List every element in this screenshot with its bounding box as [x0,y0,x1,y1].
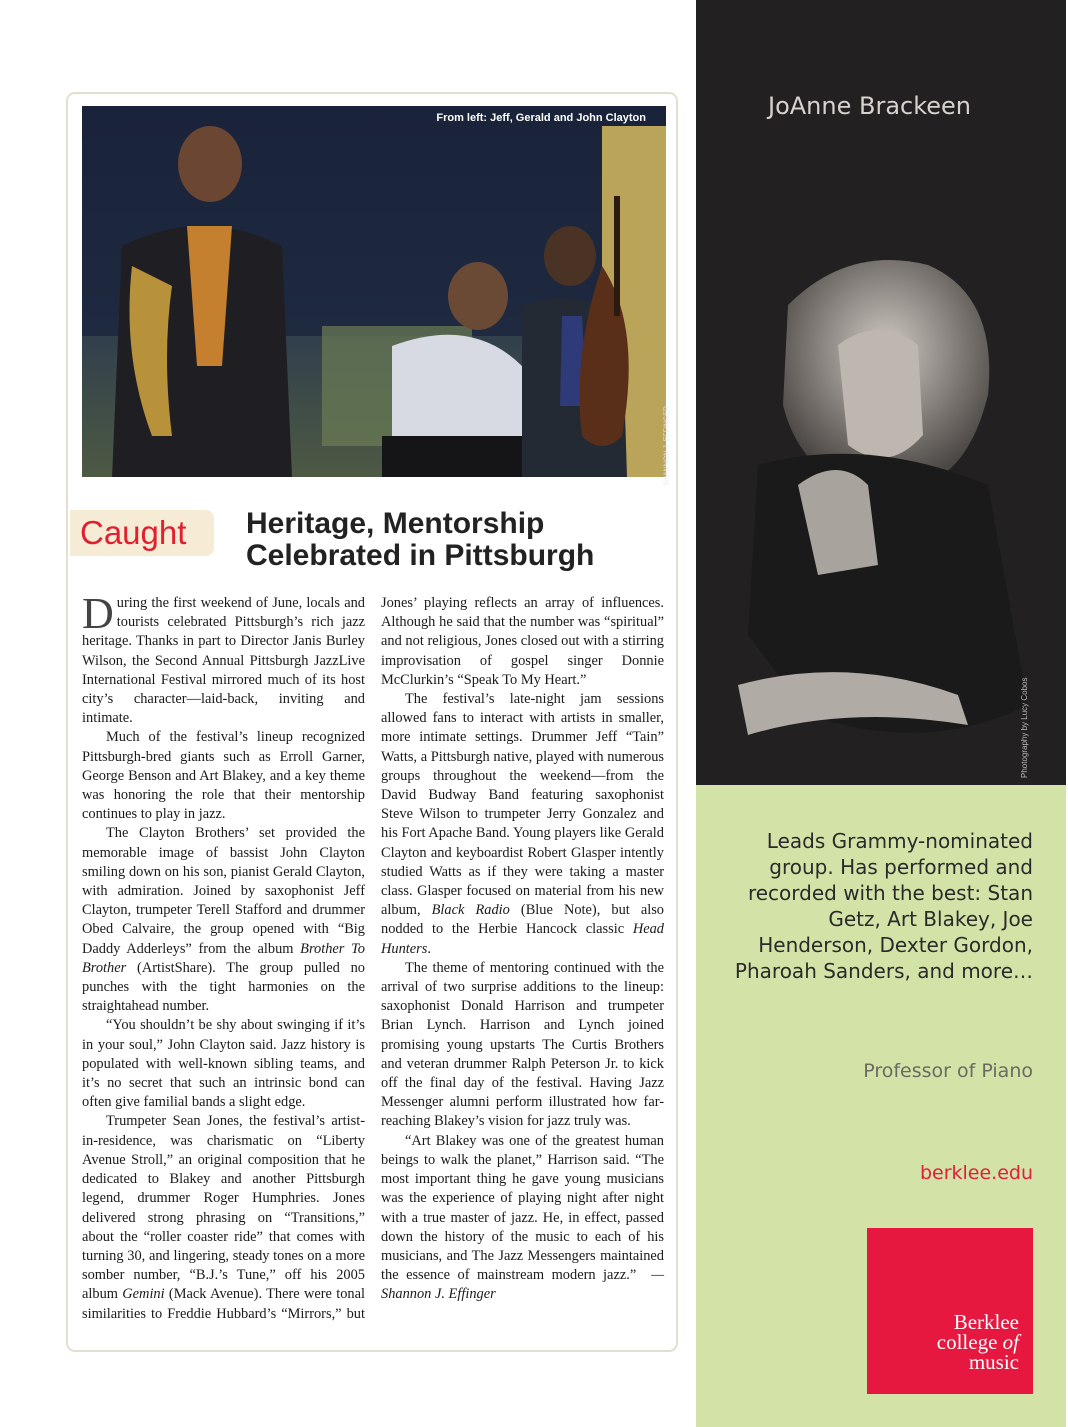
logo-line-1: Berklee [953,1310,1019,1334]
paragraph-8: “Art Blakey was one of the greatest human beings to walk the planet,” Harrison said. “The most important thing he gave young musicians was the experience of playing night after night with a true master of jazz. He, in effect, passed down the history of the music to each of his musicians, and The Jazz Messengers maintained the essence of mainstream modern jazz.” —Shannon J. Effinger [381,1132,664,1303]
artist-portrait [728,235,1068,785]
paragraph-5: Trumpeter Sean Jones, the festival’s artist-in-residence, was charismatic on “Liberty Avenue Stroll,” an original composition that he dedicated to Blakey and another Pittsburgh legend, drummer Roger Humphries. Jones delivered strong phrasing on “Transitions,” about the “roller coaster ride” that comes with turning 30, and lingering, steady tones on a more somber number, “B.J.’s Tune,” off his 2005 album Gemini (Mack Avenue). There were tonal similarities to Freddie Hubbard’s “Mirrors,” but Jones’ playing reflects an array of influences. Although he said that the number was “spiritual” and not religious, Jones closed out with a stirring improvisation of gospel singer Donnie McClurkin’s “Speak To My Heart.” [82,595,664,1322]
paragraph-4: “You shouldn’t be shy about swinging if it’s in your soul,” John Clayton said. Jazz history is populated with well-known sibling teams, and it’s no secret that such an intrinsic bond can often give familial bands a slight edge. [82,1017,365,1111]
concert-photo-illustration [82,106,666,477]
portrait-credit: Photography by Lucy Cobos [1020,677,1029,778]
ad-artist-name: JoAnne Brackeen [768,92,972,120]
article-body [82,589,665,1339]
byline: —Shannon J. Effinger [381,1267,664,1303]
concert-photo [82,106,671,486]
paragraph-6: The festival’s late-night jam sessions allowed fans to interact with artists in smaller, more intimate settings. Drummer Jeff “Tain” Watts, a Pittsburgh native, played with numerous groups throughout the weekend—from the David Budway Band featuring saxophonist Steve Wilson to trumpeter Jerry Gonzalez and his Fort Apache Band. Young players like Gerald Clayton and keyboardist Robert Glasper intently studied Watts as if they were taking a master class. Glasper focused on material from his new album, Black Radio (Blue Note), but also nodded to the Herbie Hancock classic Head Hunters. [381,691,665,957]
portrait-illustration [728,235,1068,785]
section-tag: Caught [70,510,214,556]
drop-cap: D [82,589,114,638]
berklee-logo [867,1228,1033,1394]
photo-caption: From left: Jeff, Gerald and John Clayton [436,112,646,124]
paragraph-7: The theme of mentoring continued with the arrival of two surprise additions to the lineup: saxophonist Donald Harrison and trumpeter Brian Lynch. Harrison and Lynch joined promising young upstarts The Curtis Brothers and veteran drummer Ralph Peterson Jr. to kick off the final day of the festival. Having Jazz Messenger alumni perform illustrated how far-reaching Blakey’s vision for jazz truly was. [381,959,664,1130]
ad-description: Leads Grammy-nominated group. Has performed and recorded with the best: Stan Getz, Art Blakey, Joe Henderson, Dexter Gordon, Pharoah Sanders, and more… [734,829,1033,983]
ad-url-link[interactable]: berklee.edu [919,1162,1033,1184]
headline-line-2: Celebrated in Pittsburgh [246,539,595,572]
photo-credit: SHANNON J. EFFINGER [664,406,671,486]
logo-line-3: music [968,1350,1019,1374]
logo-line-2: college of [936,1330,1019,1354]
ad-role: Professor of Piano [863,1060,1033,1082]
headline [246,508,666,572]
article-card [66,92,678,1352]
headline-line-1: Heritage, Mentorship [246,507,545,540]
paragraph-1: During the first weekend of June, locals and tourists celebrated Pittsburgh’s rich jazz heritage. Thanks in part to Director Janis Burley Wilson, the Second Annual Pittsburgh JazzLive International Festival mirrored much of its host city’s character—laid-back, inviting and intimate. [82,589,365,727]
paragraph-3: The Clayton Brothers’ set provided the memorable image of bassist John Clayton smiling down on his son, pianist Gerald Clayton, with admiration. Joined by saxophonist Jeff Clayton, trumpeter Terell Stafford and drummer Obed Calvaire, the group opened with “Big Daddy Adderleys” from the album Brother To Brother (ArtistShare). The group pulled no punches with the tight harmonies on the straightahead number. [82,825,365,1015]
paragraph-2: Much of the festival’s lineup recognized Pittsburgh-bred giants such as Erroll Garner, George Benson and Art Blakey, and a key theme was honoring the role that their mentorship continues to play in jazz. [82,729,365,823]
